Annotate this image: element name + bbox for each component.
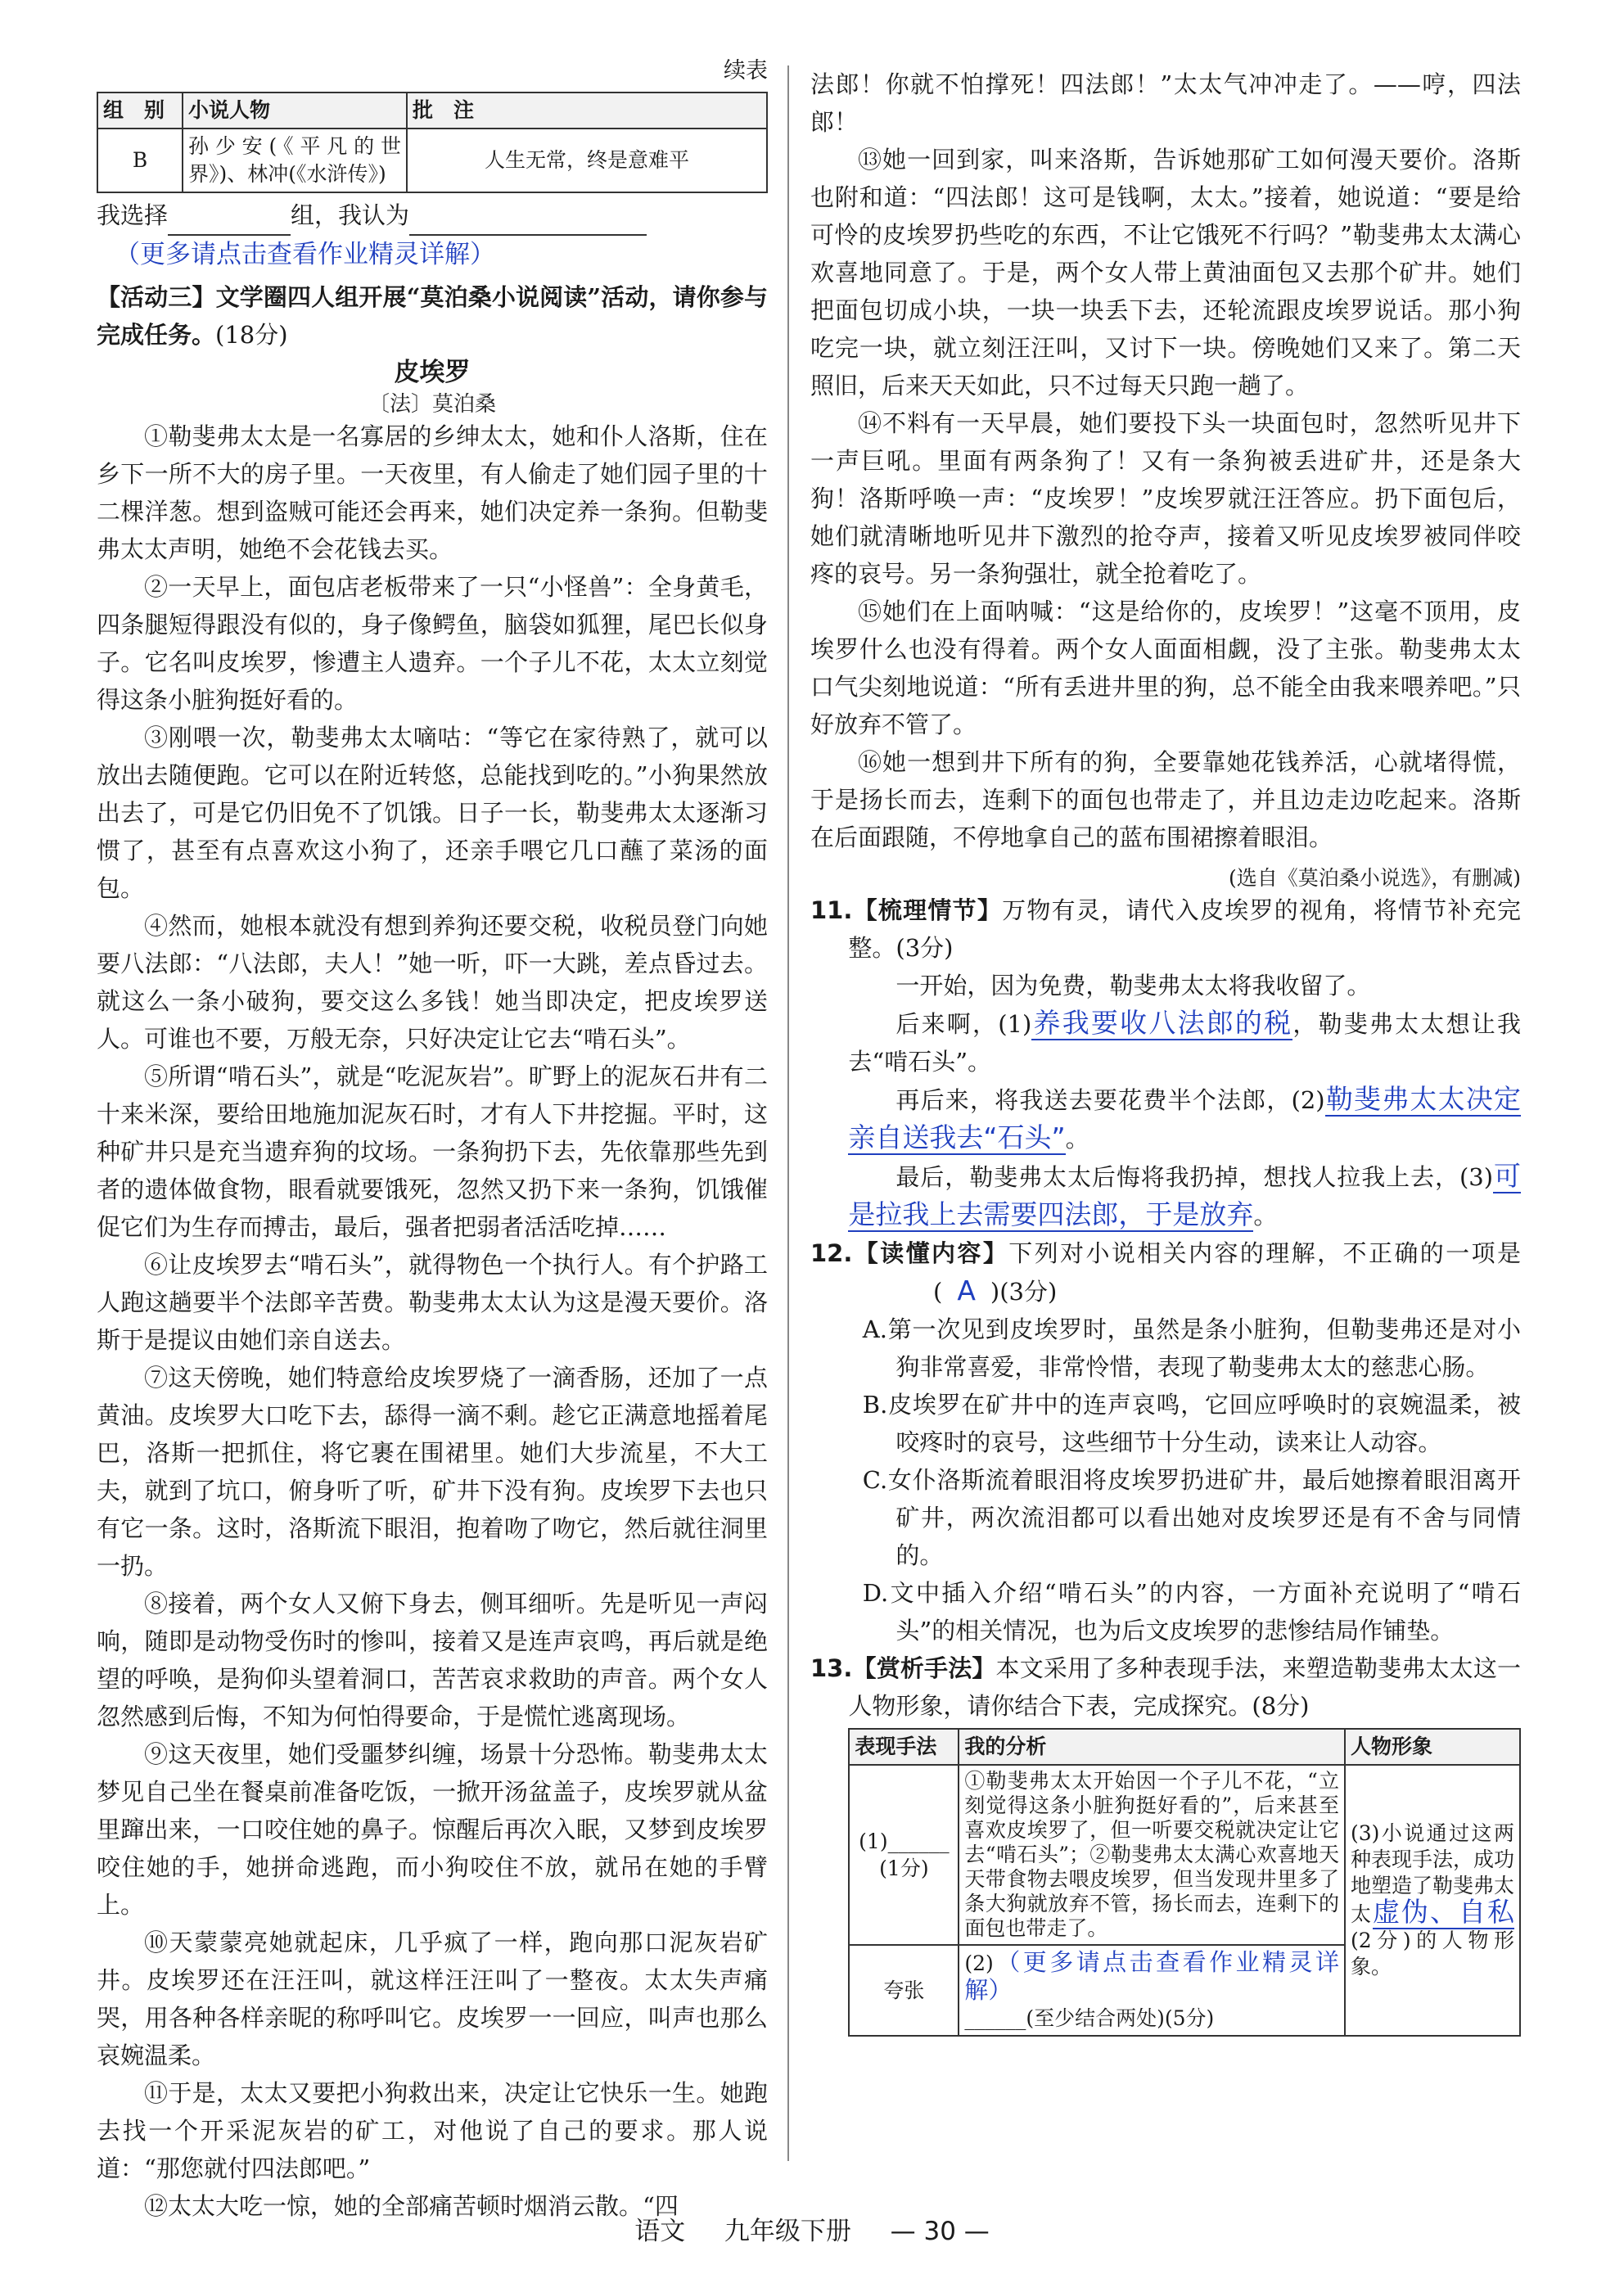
table-cell: (1)______ (1分): [849, 1765, 959, 1945]
story-paragraph: ②一天早上，面包店老板带来了一只“小怪兽”：全身黄毛，四条腿短得跟没有似的，身子像鳄鱼，脑袋如狐狸，尾巴长似身子。它名叫皮埃罗，惨遭主人遗弃。一个子儿不花，太太立刻觉得这条小脏狗挺好看的。: [97, 573, 768, 714]
story-paragraph: 法郎！你就不怕撑死！四法郎！”太太气冲冲走了。——哼，四法郎！: [810, 70, 1521, 136]
answer-3: 可是拉我上去需要四法郎，于是放弃: [848, 1160, 1522, 1230]
table-cell: (2)（更多请点击查看作业精灵详解） ______(至少结合两处)(5分): [959, 1945, 1345, 2036]
q11-answers: [810, 967, 1521, 1234]
story-paragraph: ④然而，她根本就没有想到养狗还要交税，收税员登门向她要八法郎：“八法郎，夫人！”她一听，吓一大跳，差点昏过去。就这么一条小破狗，要交这么多钱！她当即决定，把皮埃罗送人。可谁也不要，万般无奈，只好决定让它去“啃石头”。: [97, 912, 768, 1053]
footer-page-number: — 30 —: [890, 2217, 990, 2246]
q13-table: [848, 1728, 1521, 2037]
table-header: 组 别: [97, 92, 183, 129]
page-footer: [0, 2210, 1624, 2247]
table-header: 批 注: [407, 92, 767, 129]
q13-image-answer: 虚伪、自私: [1372, 1896, 1514, 1928]
story-paragraph: ⑨这天夜里，她们受噩梦纠缠，场景十分恐怖。勒斐弗太太梦见自己坐在餐桌前准备吃饭，一掀开汤盆盖子，皮埃罗就从盆里蹿出来，一口咬住她的鼻子。惊醒后再次入眠，又梦到皮埃罗咬住她的手，她拼命逃跑，而小狗咬住不放，就吊在她的手臂上。: [97, 1740, 768, 1919]
table-cell: 孙少安(《平凡的世界》)、林冲(《水浒传》): [183, 129, 407, 192]
table-cell: ①勒斐弗太太开始因一个子儿不花，“立刻觉得这条小脏狗挺好看的”，后来甚至喜欢皮埃罗了，但一听要交税就决定让它去“啃石头”；②勒斐弗太太满心欢喜地天天带食物去喂皮埃罗，但当发现井里多了条大狗就放弃不管，扬长而去，连剩下的面包也带走了。: [959, 1765, 1345, 1945]
story-paragraph: ⑩天蒙蒙亮她就起床，几乎疯了一样，跑向那口泥灰岩矿井。皮埃罗还在汪汪叫，就这样汪汪叫了一整夜。太太失声痛哭，用各种各样亲昵的称呼叫它。皮埃罗一一回应，叫声也那么哀婉温柔。: [97, 1929, 768, 2069]
top-table: [97, 92, 768, 193]
story-paragraph: ⑬她一回到家，叫来洛斯，告诉她那矿工如何漫天要价。洛斯也附和道：“四法郎！这可是钱啊，太太。”接着，她说道：“要是给可怜的皮埃罗扔些吃的东西，不让它饿死不行吗？”勒斐弗太太满心欢喜地同意了。于是，两个女人带上黄油面包又去那个矿井。她们把面包切成小块，一块一块丢下去，还轮流跟皮埃罗说话。那小狗吃完一块，就立刻汪汪叫，又讨下一块。傍晚她们又来了。第二天照旧，后来天天如此，只不过每天只跑一趟了。: [810, 146, 1521, 399]
story-title: 皮埃罗: [394, 358, 471, 387]
footer-grade: 九年级下册: [724, 2217, 851, 2246]
q11-line: 一开始，因为免费，勒斐弗太太将我收留了。: [895, 972, 1371, 999]
table-cell: B: [97, 129, 183, 192]
column-divider: [787, 65, 789, 2161]
story-paragraph: ⑧接着，两个女人又俯下身去，侧耳细听。先是听见一声闷响，随即是动物受伤时的惨叫，接着又是连声哀鸣，再后就是绝望的呼唤，是狗仰头望着洞口，苦苦哀求救助的声音。两个女人忽然感到后悔，不知为何怕得要命，于是慌忙逃离现场。: [97, 1590, 768, 1730]
activity-heading: 【活动三】文学圈四人组开展“莫泊桑小说阅读”活动，请你参与完成任务。(18分): [97, 283, 768, 349]
q11-line: 最后，勒斐弗太太后悔将我扔掉，想找人拉我上去，(3)可是拉我上去需要四法郎，于是放弃。: [848, 1160, 1522, 1230]
answer-2: 勒斐弗太太决定亲自送我去“石头”: [848, 1083, 1521, 1153]
story-paragraph: ⑫太太大吃一惊，她的全部痛苦顿时烟消云散。“四: [144, 2192, 679, 2220]
story-paragraph: ⑪于是，太太又要把小狗救出来，决定让它快乐一生。她跑去找一个开采泥灰岩的矿工，对他说了自己的要求。那人说道：“那您就付四法郎吧。”: [97, 2079, 768, 2182]
story-paragraph: ⑭不料有一天早晨，她们要投下头一块面包时，忽然听见井下一声巨吼。里面有两条狗了！又有一条狗被丢进矿井，还是条大狗！洛斯呼唤一声：“皮埃罗！”皮埃罗就汪汪答应。扔下面包后，她们就清晰地听见井下激烈的抢夺声，接着又听见皮埃罗被同伴咬疼的哀号。另一条狗强壮，就全抢着吃了。: [810, 409, 1521, 588]
table-header: 人物形象: [1345, 1729, 1520, 1765]
continued-label: 续表: [724, 58, 768, 83]
q12-options: [810, 1311, 1521, 1649]
answer-1: 养我要收八法郎的税: [1031, 1007, 1293, 1039]
story-source: (选自《莫泊桑小说选》，有删减): [1228, 866, 1521, 890]
question-11: 11.【梳理情节】万物有灵，请代入皮埃罗的视角，将情节补充完整。(3分): [810, 896, 1521, 962]
table-header: 我的分析: [959, 1729, 1345, 1765]
story-paragraph: ⑮她们在上面呐喊：“这是给你的，皮埃罗！”这毫不顶用，皮埃罗什么也没有得着。两个女人面面相觑，没了主张。勒斐弗太太口气尖刻地说道：“所有丢进井里的狗，总不能全由我来喂养吧。”只好放弃不管了。: [810, 598, 1521, 738]
table-header: 表现手法: [849, 1729, 959, 1765]
story-paragraph: ⑥让皮埃罗去“啃石头”，就得物色一个执行人。有个护路工人跑这趟要半个法郎辛苦费。勒斐弗太太认为这是漫天要价。洛斯于是提议由她们亲自送去。: [97, 1251, 768, 1354]
q11-line: 再后来，将我送去要花费半个法郎，(2)勒斐弗太太决定亲自送我去“石头”。: [848, 1083, 1521, 1153]
story-paragraph: ⑦这天傍晚，她们特意给皮埃罗烧了一滴香肠，还加了一点黄油。皮埃罗大口吃下去，舔得一滴不剩。趁它正满意地摇着尾巴，洛斯一把抓住，将它裹在围裙里。她们大步流星，不大工夫，就到了坑口，俯身听了听，矿井下没有狗。皮埃罗下去也只有它一条。这时，洛斯流下眼泪，抱着吻了吻它，然后就往洞里一扔。: [97, 1364, 768, 1580]
choice-line: 我选择 组，我认为: [97, 196, 768, 236]
table-header: 小说人物: [183, 92, 407, 129]
table-cell: (3)小说通过这两种表现手法，成功地塑造了勒斐弗太太虚伪、自私(2分)的人物形象。: [1345, 1765, 1520, 2036]
q12-option: C.女仆洛斯流着眼泪将皮埃罗扔进矿井，最后她擦着眼泪离开矿井，两次流泪都可以看出她对皮埃罗还是有不舍与同情的。: [862, 1466, 1521, 1569]
q12-option: D.文中插入介绍“啃石头”的内容，一方面补充说明了“啃石头”的相关情况，也为后文皮埃罗的悲惨结局作铺垫。: [862, 1579, 1521, 1645]
q11-line: 后来啊，(1)养我要收八法郎的税，勒斐弗太太想让我去“啃石头”。: [848, 1007, 1521, 1076]
q12-option: A.第一次见到皮埃罗时，虽然是条小脏狗，但勒斐弗还是对小狗非常喜爱，非常怜惜，表现了勒斐弗太太的慈悲心肠。: [862, 1315, 1521, 1381]
story-paragraph: ⑯她一想到井下所有的狗，全要靠她花钱养活，心就堵得慌，于是扬长而去，连剩下的面包也带走了，并且边走边吃起来。洛斯在后面跟随，不停地拿自己的蓝布围裙擦着眼泪。: [810, 748, 1521, 851]
footer-subject: 语文: [634, 2217, 686, 2246]
story-author: 〔法〕莫泊桑: [368, 392, 496, 417]
q12-answer: A: [957, 1275, 976, 1306]
left-column: [97, 58, 768, 2225]
detail-link[interactable]: （更多请点击查看作业精灵详解）: [115, 240, 495, 269]
story-paragraph: ①勒斐弗太太是一名寡居的乡绅太太，她和仆人洛斯，住在乡下一所不大的房子里。一天夜里，有人偷走了她们园子里的十二棵洋葱。想到盗贼可能还会再来，她们决定养一条狗。但勒斐弗太太声明，她绝不会花钱去买。: [97, 422, 768, 563]
table-cell: 夸张: [849, 1945, 959, 2036]
story-left-paragraphs: [97, 417, 768, 2225]
question-13: 13.【赏析手法】本文采用了多种表现手法，来塑造勒斐弗太太这一人物形象，请你结合下表，完成探究。(8分): [810, 1654, 1521, 1720]
question-12: 12.【读懂内容】下列对小说相关内容的理解，不正确的一项是 ( A )(3分): [810, 1239, 1521, 1306]
detail-link[interactable]: （更多请点击查看作业精灵详解）: [964, 1948, 1339, 2004]
story-paragraph: ⑤所谓“啃石头”，就是“吃泥灰岩”。旷野上的泥灰石井有二十来米深，要给田地施加泥灰石时，才有人下井挖掘。平时，这种矿井只是充当遗弃狗的坟场。一条狗扔下去，先依靠那些先到者的遗体做食物，眼看就要饿死，忽然又扔下来一条狗，饥饿催促它们为生存而搏击，最后，强者把弱者活活吃掉……: [97, 1063, 768, 1241]
q12-option: B.皮埃罗在矿井中的连声哀鸣，它回应呼唤时的哀婉温柔，被咬疼时的哀号，这些细节十分生动，读来让人动容。: [862, 1391, 1521, 1456]
story-paragraph: ③刚喂一次，勒斐弗太太嘀咕：“等它在家待熟了，就可以放出去随便跑。它可以在附近转悠，总能找到吃的。”小狗果然放出去了，可是它仍旧免不了饥饿。日子一长，勒斐弗太太逐渐习惯了，甚至有点喜欢这小狗了，还亲手喂它几口蘸了菜汤的面包。: [97, 724, 768, 902]
table-cell: 人生无常，终是意难平: [407, 129, 767, 192]
right-column: [810, 65, 1521, 2037]
